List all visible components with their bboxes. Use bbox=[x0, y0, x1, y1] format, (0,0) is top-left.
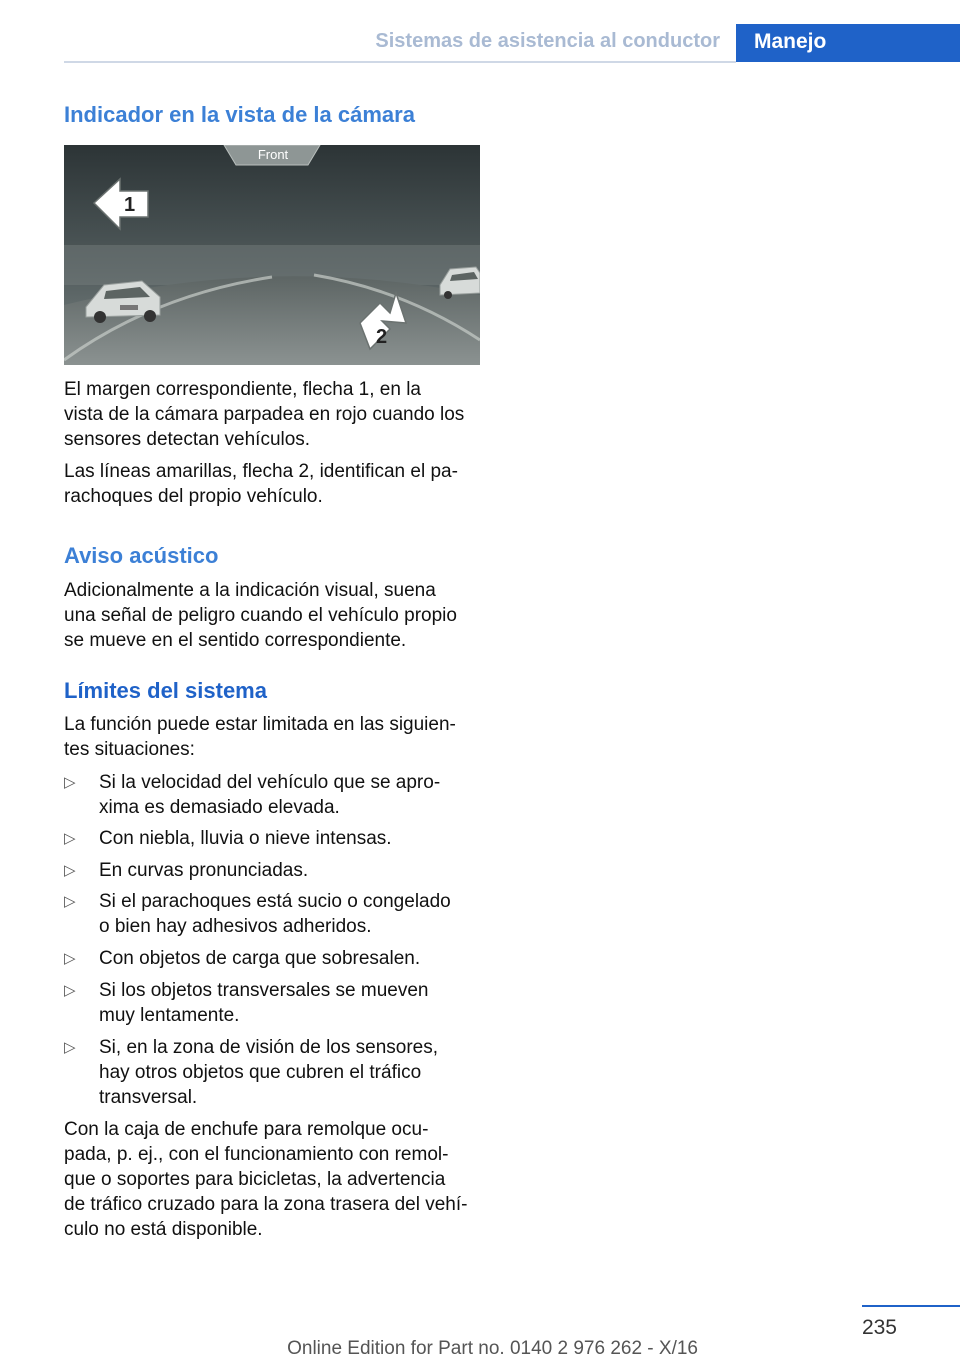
text-line: o bien hay adhesivos adheridos. bbox=[99, 916, 372, 937]
section-heading-limites: Límites del sistema bbox=[64, 678, 267, 703]
text-line: tes situaciones: bbox=[64, 739, 195, 760]
text-line: hay otros objetos que cubren el tráfico bbox=[99, 1062, 422, 1083]
header-chapter-label: Manejo bbox=[754, 30, 827, 53]
bullet-triangle-icon: ▷ bbox=[64, 774, 76, 791]
header-section-title: Sistemas de asistencia al conductor bbox=[375, 30, 720, 52]
paragraph-acoustic-warning bbox=[64, 578, 484, 653]
text-line: culo no está disponible. bbox=[64, 1219, 263, 1240]
text-line: Adicionalmente a la indicación visual, suena bbox=[64, 580, 436, 601]
text-line: pada, p. ej., con el funcionamiento con remol‐ bbox=[64, 1144, 449, 1165]
paragraph-limits-intro bbox=[64, 712, 484, 762]
text-line: La función puede estar limitada en las siguien‐ bbox=[64, 714, 456, 735]
camera-view-figure bbox=[64, 145, 480, 365]
text-line: Las líneas amarillas, flecha 2, identifican el pa‐ bbox=[64, 461, 458, 482]
text-line: Con la caja de enchufe para remolque ocu‐ bbox=[64, 1119, 429, 1140]
text-line: El margen correspondiente, flecha 1, en la bbox=[64, 379, 421, 400]
text-line: una señal de peligro cuando el vehículo propio bbox=[64, 605, 457, 626]
text-line: xima es demasiado elevada. bbox=[99, 797, 340, 818]
text-line: vista de la cámara parpadea en rojo cuando los bbox=[64, 404, 465, 425]
bullet-triangle-icon: ▷ bbox=[64, 950, 76, 967]
camera-view-illustration bbox=[64, 145, 480, 365]
paragraph-yellow-lines bbox=[64, 459, 484, 509]
arrow-2-number: 2 bbox=[376, 326, 388, 348]
text-line: muy lentamente. bbox=[99, 1005, 240, 1026]
header-chapter-tab bbox=[736, 24, 960, 62]
front-label: Front bbox=[257, 147, 289, 162]
text-line: En curvas pronunciadas. bbox=[99, 860, 309, 881]
paragraph-camera-margin bbox=[64, 377, 484, 452]
header-rule bbox=[64, 61, 736, 63]
page-number: 235 bbox=[861, 1316, 897, 1339]
text-line: Si los objetos transversales se mueven bbox=[99, 980, 429, 1001]
footer-rule bbox=[862, 1305, 960, 1307]
arrow-1-number: 1 bbox=[124, 194, 136, 216]
bullet-triangle-icon: ▷ bbox=[64, 862, 76, 879]
bullet-triangle-icon: ▷ bbox=[64, 893, 76, 910]
paragraph-trailer-socket bbox=[64, 1117, 484, 1242]
edition-note: Online Edition for Part no. 0140 2 976 262 - X/16 bbox=[287, 1338, 698, 1359]
text-line: Si el parachoques está sucio o congelado bbox=[99, 891, 451, 912]
text-line: Con objetos de carga que sobresalen. bbox=[99, 948, 421, 969]
bullet-triangle-icon: ▷ bbox=[64, 982, 76, 999]
bullet-triangle-icon: ▷ bbox=[64, 830, 76, 847]
text-line: que o soportes para bicicletas, la advertencia bbox=[64, 1169, 446, 1190]
text-line: rachoques del propio vehículo. bbox=[64, 486, 323, 507]
text-line: se mueve en el sentido correspondiente. bbox=[64, 630, 407, 651]
section-heading-aviso: Aviso acústico bbox=[64, 543, 219, 568]
text-line: Con niebla, lluvia o nieve intensas. bbox=[99, 828, 392, 849]
text-line: de tráfico cruzado para la zona trasera del vehí‐ bbox=[64, 1194, 468, 1215]
text-line: sensores detectan vehículos. bbox=[64, 429, 311, 450]
text-line: Si, en la zona de visión de los sensores, bbox=[99, 1037, 439, 1058]
text-line: Si la velocidad del vehículo que se apro‐ bbox=[99, 772, 441, 793]
text-line: transversal. bbox=[99, 1087, 198, 1108]
section-heading-camera: Indicador en la vista de la cámara bbox=[64, 102, 415, 127]
bullet-triangle-icon: ▷ bbox=[64, 1039, 76, 1056]
